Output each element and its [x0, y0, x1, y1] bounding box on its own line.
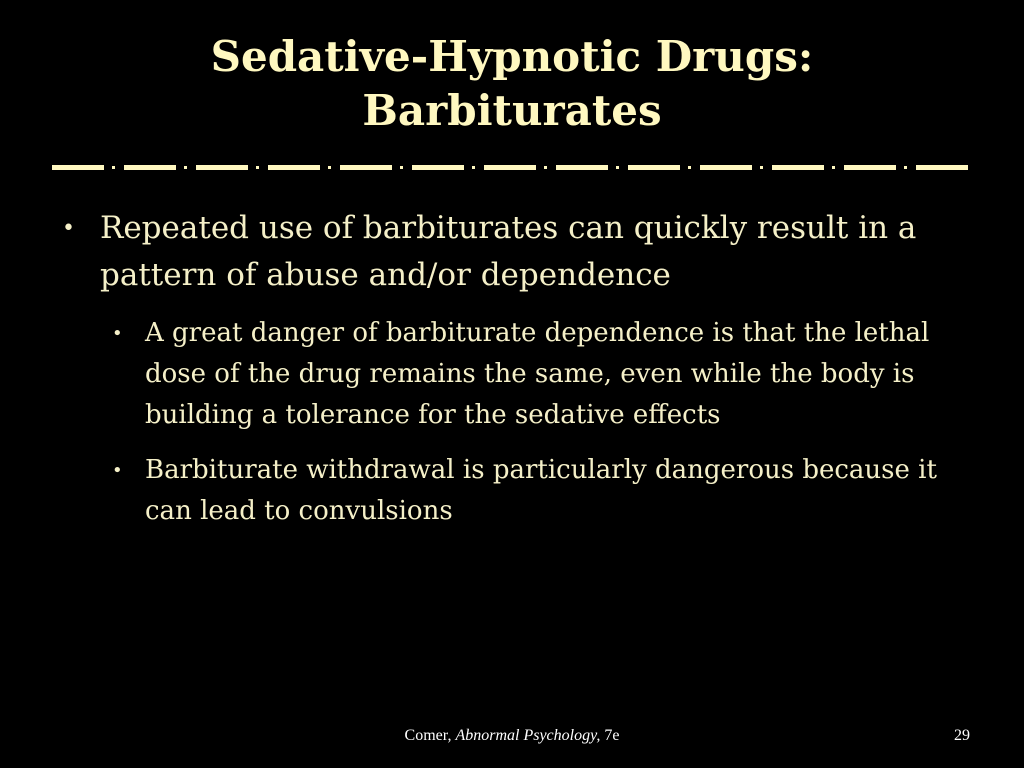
slide-body [60, 205, 970, 546]
divider-dash [484, 165, 536, 170]
bullet-item [60, 205, 970, 299]
divider-dash [700, 165, 752, 170]
sub-bullet-text: A great danger of barbiturate dependence is that the lethal dose of the drug remains the same, even while the body is building a tolerance for the sedative effects [145, 318, 930, 430]
divider-dash [844, 165, 896, 170]
sub-bullet-item [60, 450, 970, 532]
sub-bullet-icon: • [112, 460, 123, 481]
bullet-text: Repeated use of barbiturates can quickly result in a pattern of abuse and/or dependence [100, 210, 917, 293]
divider-dash [340, 165, 392, 170]
title-line-2: Barbiturates [362, 86, 662, 135]
divider-dot [400, 166, 403, 169]
slide-title [60, 30, 964, 138]
divider-dash [772, 165, 824, 170]
sub-bullet-icon: • [112, 323, 123, 344]
footer-book-title: Abnormal Psychology, [455, 727, 601, 744]
divider-dash [52, 165, 104, 170]
divider-dot [184, 166, 187, 169]
divider-dash [124, 165, 176, 170]
bullet-icon: • [62, 216, 75, 241]
divider-dot [760, 166, 763, 169]
divider-dot [616, 166, 619, 169]
footer-author: Comer, [404, 727, 452, 744]
divider-dot [688, 166, 691, 169]
footer-edition: 7e [604, 727, 620, 744]
footer-citation [300, 727, 724, 745]
divider-dot [112, 166, 115, 169]
divider-dot [544, 166, 547, 169]
divider-dash [196, 165, 248, 170]
sub-bullet-text: Barbiturate withdrawal is particularly dangerous because it can lead to convulsions [145, 455, 937, 526]
divider-dot [832, 166, 835, 169]
divider-dot [472, 166, 475, 169]
sub-bullet-item [60, 313, 970, 436]
divider-dash [412, 165, 464, 170]
divider-dot [256, 166, 259, 169]
divider-dash [556, 165, 608, 170]
title-divider [52, 160, 974, 176]
divider-dash [916, 165, 968, 170]
title-line-1: Sedative-Hypnotic Drugs: [210, 32, 814, 81]
page-number: 29 [954, 727, 970, 744]
divider-dash [268, 165, 320, 170]
divider-dot [328, 166, 331, 169]
divider-dot [904, 166, 907, 169]
divider-dash [628, 165, 680, 170]
